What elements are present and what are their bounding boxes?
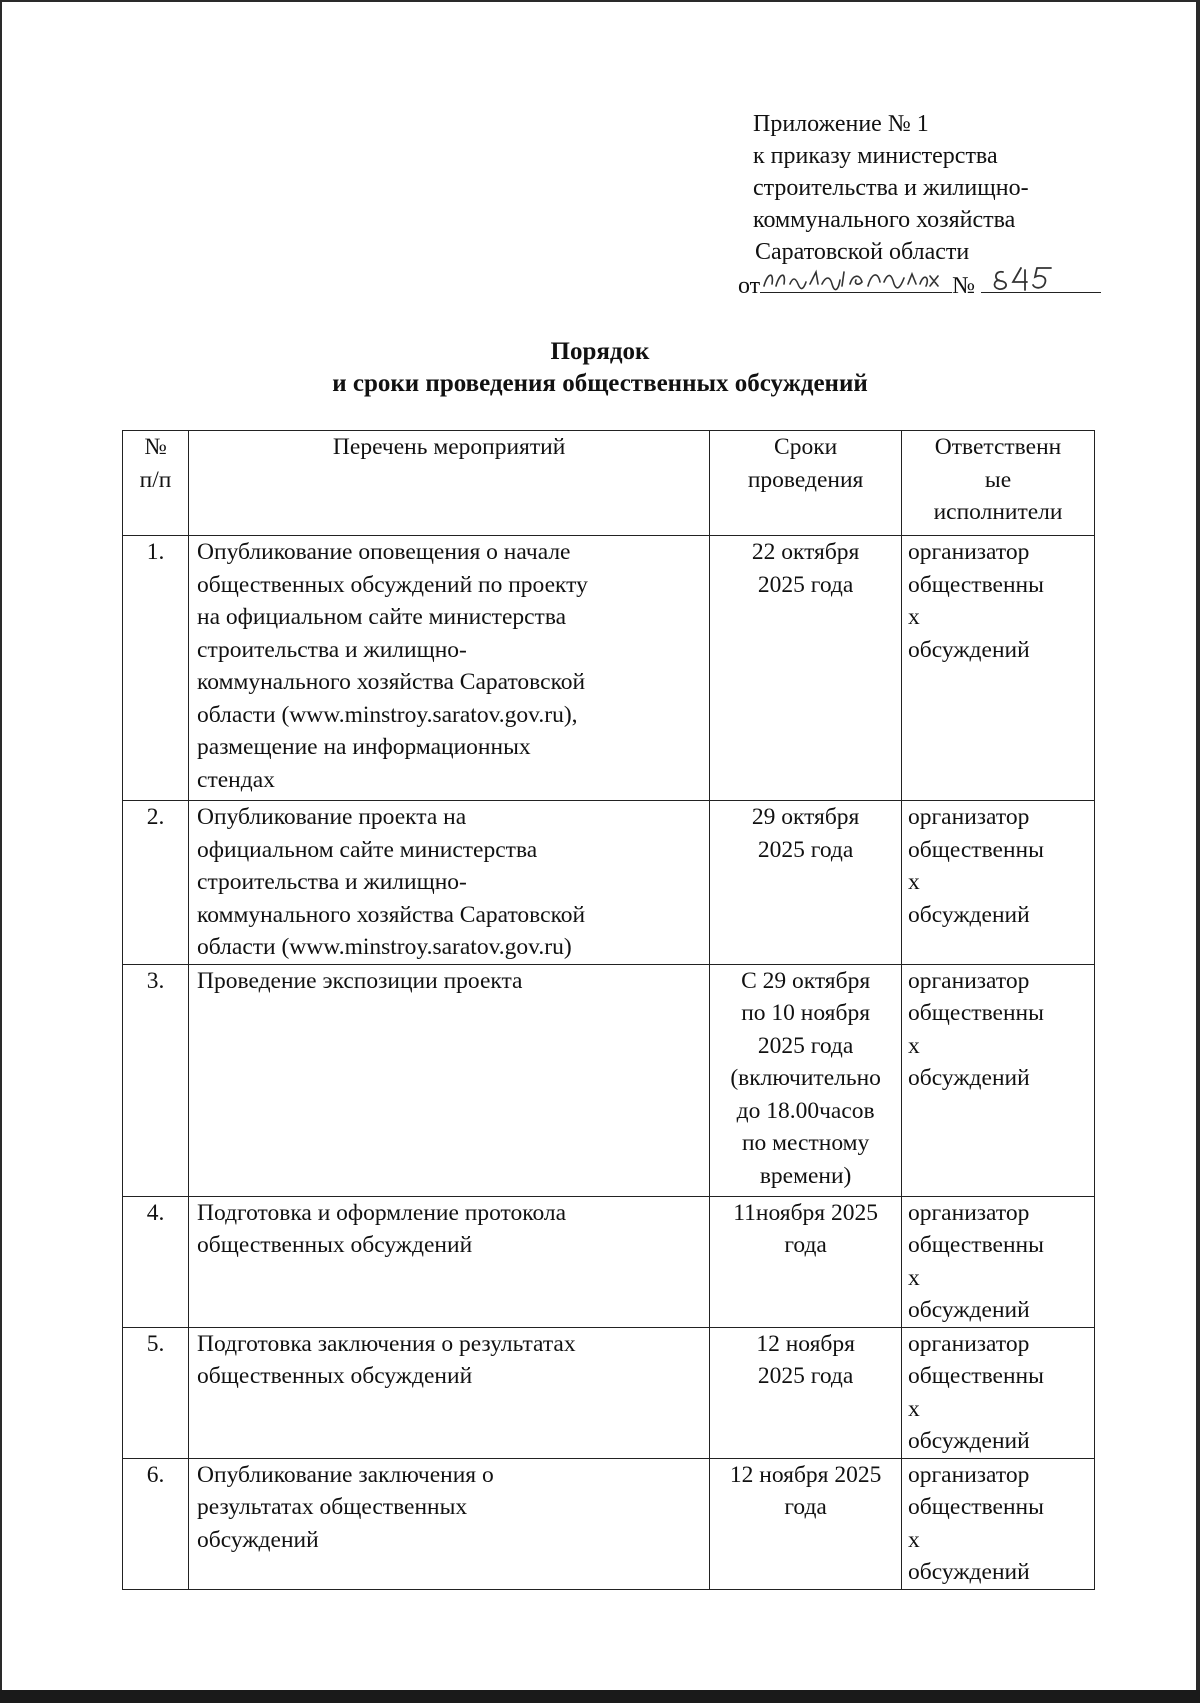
row-num: 4. [123,1196,189,1327]
row-responsible [902,801,1095,965]
event-line: общественных обсуждений по проекту [197,571,588,598]
row-event [189,1196,710,1327]
table-header-row [123,431,1095,536]
event-line: области (www.minstroy.saratov.gov.ru) [197,934,572,960]
header-resp-line-3: исполнители [933,499,1063,525]
scan-edge-right [1196,0,1200,1703]
row-responsible [902,1196,1095,1327]
header-num-line-1: № [144,434,167,460]
row-date [710,1196,902,1327]
title-line-1: Порядок [550,338,650,365]
event-line: результатах общественных [197,1494,468,1520]
event-line: на официальном сайте министерства [197,604,567,630]
resp-line: общественны [908,1494,1044,1520]
table-row [123,801,1095,965]
row-num: 2. [123,801,189,965]
header-responsible [902,431,1095,536]
header-date [710,431,902,536]
date-line: года [784,1232,827,1258]
row-responsible [902,1458,1095,1589]
event-line: Подготовка и оформление протокола [197,1199,567,1226]
date-line: по местному [741,1130,870,1156]
resp-line: организатор [908,804,1030,830]
row-date [710,1327,902,1458]
event-line: строительства и жилищно- [197,869,467,895]
date-line: 2025 года [757,836,854,863]
table-row [123,1458,1095,1589]
date-line: до 18.00часов [736,1097,875,1124]
resp-line: обсуждений [908,1065,1030,1091]
date-line: года [784,1494,827,1520]
header-resp-line-2: ые [984,466,1012,493]
event-line: Опубликование проекта на [197,804,467,830]
event-line: области (www.minstroy.saratov.gov.ru), [197,701,578,728]
date-line: (включительно [730,1065,881,1091]
header-num [123,431,189,536]
handwritten-number-signature [981,262,1101,292]
resp-line: организатор [908,539,1030,565]
resp-line: организатор [908,1330,1030,1357]
row-event [189,964,710,1196]
resp-line: организатор [908,967,1030,994]
event-line: общественных обсуждений [197,1363,473,1389]
handwritten-date [760,268,952,293]
date-line: 2025 года [757,571,854,598]
header-num-line-2: п/п [139,466,172,493]
event-line: Опубликование оповещения о начале [197,539,571,565]
resp-line: х [908,1395,920,1422]
appendix-line-5: Саратовской области [755,239,970,265]
row-event [189,1327,710,1458]
row-responsible [902,964,1095,1196]
resp-line: общественны [908,1363,1044,1389]
date-line: 22 октября [751,539,860,565]
scan-edge-left [0,0,2,1703]
row-num: 1. [123,536,189,801]
resp-line: общественны [908,1000,1044,1026]
schedule-table [122,430,1095,1590]
scan-edge-top [0,0,1200,2]
row-responsible [902,536,1095,801]
row-event [189,1458,710,1589]
resp-line: х [908,869,920,895]
event-line: Опубликование заключения о [197,1461,494,1488]
resp-line: х [908,604,920,630]
date-line: С 29 октября [741,967,871,994]
resp-line: общественны [908,836,1044,863]
resp-line: обсуждений [908,1559,1030,1585]
resp-line: обсуждений [908,901,1030,928]
handwritten-date-signature [760,262,952,292]
event-line: строительства и жилищно- [197,636,467,663]
date-line: 12 ноября 2025 [729,1461,882,1488]
number-label: № [952,273,976,299]
appendix-line-1: Приложение № 1 [753,111,929,137]
row-date [710,964,902,1196]
resp-line: х [908,1526,920,1553]
header-date-line-2: проведения [747,466,864,493]
header-event-text: Перечень мероприятий [332,434,566,460]
header-resp-line-1: Ответственн [934,434,1062,460]
event-line: обсуждений [197,1526,319,1553]
handwritten-number [981,268,1101,293]
appendix-line-4: коммунального хозяйства [753,207,1016,233]
date-line: 2025 года [757,1363,854,1389]
row-date [710,1458,902,1589]
row-num: 3. [123,964,189,1196]
row-date [710,536,902,801]
date-line: 11ноября 2025 [733,1199,878,1226]
appendix-line-3: строительства и жилищно- [753,175,1029,201]
resp-line: х [908,1264,920,1291]
event-line: стендах [197,766,275,793]
resp-line: организатор [908,1199,1030,1226]
from-label: от [738,273,761,299]
table-row [123,1196,1095,1327]
row-event [189,801,710,965]
resp-line: обсуждений [908,1297,1030,1323]
date-line: 12 ноября [756,1330,855,1357]
row-date [710,801,902,965]
table-row [123,1327,1095,1458]
scan-edge-bottom [0,1690,1200,1703]
appendix-header [753,108,1153,268]
resp-line: обсуждений [908,636,1030,663]
event-line: коммунального хозяйства Саратовской [197,669,586,695]
event-line: Подготовка заключения о результатах [197,1330,576,1357]
table-row [123,536,1095,801]
event-line: размещение на информационных [197,734,531,760]
table-row [123,964,1095,1196]
resp-line: общественны [908,571,1044,598]
document-title [0,336,1200,400]
event-line: общественных обсуждений [197,1232,473,1258]
header-event [189,431,710,536]
row-num: 5. [123,1327,189,1458]
resp-line: обсуждений [908,1428,1030,1454]
event-line: коммунального хозяйства Саратовской [197,901,586,928]
resp-line: общественны [908,1232,1044,1258]
date-line: 29 октября [751,804,860,830]
event-line: официальном сайте министерства [197,836,538,863]
date-line: по 10 ноября [741,1000,870,1026]
date-line: 2025 года [757,1032,854,1059]
resp-line: организатор [908,1461,1030,1488]
row-num: 6. [123,1458,189,1589]
order-date-number-line [738,268,1101,302]
title-line-2: и сроки проведения общественных обсуждений [332,370,868,397]
row-responsible [902,1327,1095,1458]
date-line: времени) [759,1162,852,1189]
row-event [189,536,710,801]
header-date-line-1: Сроки [774,434,838,460]
event-line: Проведение экспозиции проекта [197,967,523,994]
appendix-line-2: к приказу министерства [753,143,998,169]
resp-line: х [908,1032,920,1059]
